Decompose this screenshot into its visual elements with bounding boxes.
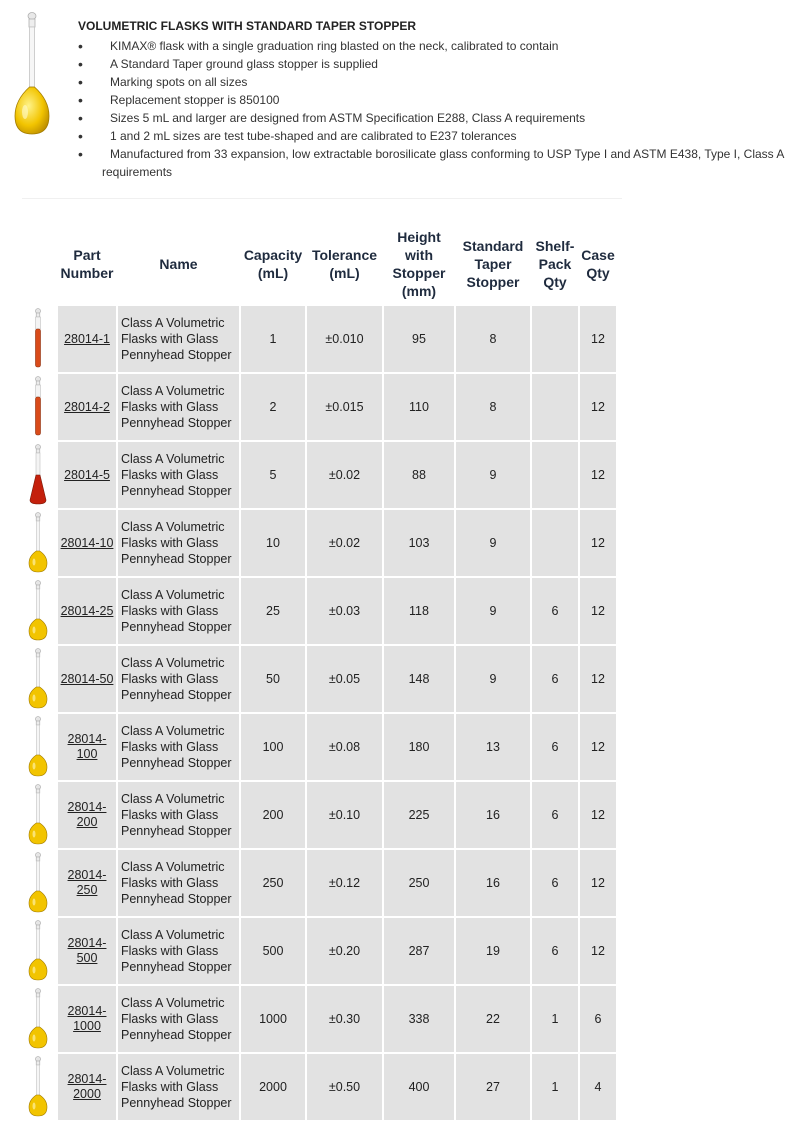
shelf-pack-cell <box>532 442 578 508</box>
case-qty-cell: 12 <box>580 714 616 780</box>
product-name-cell: Class A Volumetric Flasks with Glass Pennyhead Stopper <box>118 850 239 916</box>
stopper-cell: 9 <box>456 510 530 576</box>
product-image-cell <box>19 306 56 372</box>
stopper-cell: 19 <box>456 918 530 984</box>
feature-item: • 1 and 2 mL sizes are test tube-shaped and are calibrated to E237 tolerances <box>78 128 517 144</box>
part-number-cell <box>58 714 116 780</box>
case-qty-cell: 12 <box>580 918 616 984</box>
stopper-cell: 16 <box>456 850 530 916</box>
part-number-cell <box>58 850 116 916</box>
stopper-cell: 16 <box>456 782 530 848</box>
height-cell: 338 <box>384 986 454 1052</box>
part-number-link[interactable]: 28014-5 <box>64 467 110 482</box>
table-row <box>19 918 616 984</box>
capacity-cell: 200 <box>241 782 305 848</box>
table-row <box>19 442 616 508</box>
tolerance-cell: ±0.03 <box>307 578 382 644</box>
case-qty-cell: 12 <box>580 442 616 508</box>
product-name-cell: Class A Volumetric Flasks with Glass Pennyhead Stopper <box>118 374 239 440</box>
product-name-cell: Class A Volumetric Flasks with Glass Pennyhead Stopper <box>118 1054 239 1120</box>
table-row <box>19 986 616 1052</box>
case-qty-cell: 12 <box>580 782 616 848</box>
col-capacity: Capacity (mL) <box>241 228 305 304</box>
stopper-cell: 9 <box>456 442 530 508</box>
stopper-cell: 9 <box>456 646 530 712</box>
product-name-cell: Class A Volumetric Flasks with Glass Pennyhead Stopper <box>118 918 239 984</box>
tolerance-cell: ±0.05 <box>307 646 382 712</box>
bullet-symbol: • <box>78 110 83 126</box>
flask-thumbnail-icon <box>24 988 52 1050</box>
table-row <box>19 714 616 780</box>
capacity-cell: 1 <box>241 306 305 372</box>
capacity-cell: 2 <box>241 374 305 440</box>
flask-thumbnail-icon <box>24 784 52 846</box>
shelf-pack-cell: 6 <box>532 714 578 780</box>
height-cell: 110 <box>384 374 454 440</box>
part-number-link[interactable]: 28014-1000 <box>67 1004 107 1033</box>
case-qty-cell: 12 <box>580 578 616 644</box>
height-cell: 250 <box>384 850 454 916</box>
part-number-link[interactable]: 28014-100 <box>67 732 107 761</box>
product-table <box>17 226 618 1122</box>
case-qty-cell: 12 <box>580 850 616 916</box>
product-image-cell <box>19 578 56 644</box>
tolerance-cell: ±0.02 <box>307 442 382 508</box>
shelf-pack-cell: 6 <box>532 782 578 848</box>
part-number-cell <box>58 578 116 644</box>
shelf-pack-cell <box>532 374 578 440</box>
case-qty-cell: 12 <box>580 646 616 712</box>
part-number-link[interactable]: 28014-25 <box>60 603 114 618</box>
capacity-cell: 50 <box>241 646 305 712</box>
volumetric-flask-icon <box>12 12 52 136</box>
tolerance-cell: ±0.08 <box>307 714 382 780</box>
product-name-cell: Class A Volumetric Flasks with Glass Pennyhead Stopper <box>118 986 239 1052</box>
shelf-pack-cell: 6 <box>532 918 578 984</box>
height-cell: 287 <box>384 918 454 984</box>
product-image-cell <box>19 646 56 712</box>
flask-thumbnail-icon <box>24 852 52 914</box>
shelf-pack-cell <box>532 510 578 576</box>
flask-thumbnail-icon <box>24 444 52 506</box>
feature-item: • Replacement stopper is 850100 <box>78 92 280 108</box>
part-number-link[interactable]: 28014-2000 <box>67 1072 107 1101</box>
capacity-cell: 5 <box>241 442 305 508</box>
stopper-cell: 8 <box>456 306 530 372</box>
col-stopper: Standard Taper Stopper <box>456 228 530 304</box>
capacity-cell: 10 <box>241 510 305 576</box>
product-name-cell: Class A Volumetric Flasks with Glass Pennyhead Stopper <box>118 510 239 576</box>
product-image-cell <box>19 986 56 1052</box>
col-shelf-pack: Shelf-Pack Qty <box>532 228 578 304</box>
shelf-pack-cell: 6 <box>532 578 578 644</box>
product-image-cell <box>19 374 56 440</box>
height-cell: 95 <box>384 306 454 372</box>
product-name-cell: Class A Volumetric Flasks with Glass Pennyhead Stopper <box>118 714 239 780</box>
flask-thumbnail-icon <box>24 308 52 370</box>
product-name-cell: Class A Volumetric Flasks with Glass Pennyhead Stopper <box>118 306 239 372</box>
bullet-symbol: • <box>78 74 83 90</box>
tolerance-cell: ±0.02 <box>307 510 382 576</box>
bullet-symbol: • <box>78 56 83 72</box>
product-name-cell: Class A Volumetric Flasks with Glass Pennyhead Stopper <box>118 578 239 644</box>
feature-item: • Marking spots on all sizes <box>78 74 248 90</box>
bullet-symbol: • <box>78 146 83 162</box>
part-number-cell <box>58 510 116 576</box>
part-number-cell <box>58 442 116 508</box>
table-row <box>19 306 616 372</box>
bullet-symbol: • <box>78 128 83 144</box>
height-cell: 400 <box>384 1054 454 1120</box>
product-image-cell <box>19 918 56 984</box>
flask-thumbnail-icon <box>24 920 52 982</box>
table-row <box>19 646 616 712</box>
table-row <box>19 374 616 440</box>
table-row <box>19 782 616 848</box>
part-number-link[interactable]: 28014-1 <box>64 331 110 346</box>
feature-item: • A Standard Taper ground glass stopper is supplied <box>78 56 378 72</box>
product-name-cell: Class A Volumetric Flasks with Glass Pennyhead Stopper <box>118 782 239 848</box>
col-height: Height with Stopper (mm) <box>384 228 454 304</box>
feature-item: • Manufactured from 33 expansion, low extractable borosilicate glass conforming to USP Type I and ASTM E438, Type I, Class A requirements <box>78 146 784 179</box>
flask-thumbnail-icon <box>24 1056 52 1118</box>
capacity-cell: 25 <box>241 578 305 644</box>
height-cell: 180 <box>384 714 454 780</box>
product-name-cell: Class A Volumetric Flasks with Glass Pennyhead Stopper <box>118 646 239 712</box>
flask-thumbnail-icon <box>24 648 52 710</box>
section-divider <box>22 198 622 199</box>
capacity-cell: 2000 <box>241 1054 305 1120</box>
height-cell: 225 <box>384 782 454 848</box>
stopper-cell: 9 <box>456 578 530 644</box>
case-qty-cell: 12 <box>580 306 616 372</box>
capacity-cell: 100 <box>241 714 305 780</box>
part-number-cell <box>58 782 116 848</box>
col-part-number: Part Number <box>58 228 116 304</box>
case-qty-cell: 12 <box>580 510 616 576</box>
product-intro <box>78 19 803 181</box>
part-number-cell <box>58 1054 116 1120</box>
product-image-cell <box>19 442 56 508</box>
stopper-cell: 13 <box>456 714 530 780</box>
case-qty-cell: 12 <box>580 374 616 440</box>
tolerance-cell: ±0.30 <box>307 986 382 1052</box>
table-row <box>19 510 616 576</box>
flask-thumbnail-icon <box>24 716 52 778</box>
page-title: VOLUMETRIC FLASKS WITH STANDARD TAPER STOPPER <box>78 19 417 33</box>
product-image-cell <box>19 510 56 576</box>
capacity-cell: 1000 <box>241 986 305 1052</box>
col-image <box>19 228 56 304</box>
stopper-cell: 8 <box>456 374 530 440</box>
tolerance-cell: ±0.50 <box>307 1054 382 1120</box>
table-header-row <box>19 228 616 304</box>
stopper-cell: 27 <box>456 1054 530 1120</box>
part-number-cell <box>58 986 116 1052</box>
tolerance-cell: ±0.10 <box>307 782 382 848</box>
stopper-cell: 22 <box>456 986 530 1052</box>
tolerance-cell: ±0.015 <box>307 374 382 440</box>
col-tolerance: Tolerance (mL) <box>307 228 382 304</box>
shelf-pack-cell: 6 <box>532 646 578 712</box>
shelf-pack-cell: 1 <box>532 1054 578 1120</box>
col-name: Name <box>118 228 239 304</box>
part-number-link[interactable]: 28014-250 <box>67 868 107 897</box>
part-number-link[interactable]: 28014-10 <box>60 535 114 550</box>
height-cell: 103 <box>384 510 454 576</box>
shelf-pack-cell <box>532 306 578 372</box>
part-number-cell <box>58 646 116 712</box>
product-name-cell: Class A Volumetric Flasks with Glass Pennyhead Stopper <box>118 442 239 508</box>
flask-thumbnail-icon <box>24 512 52 574</box>
case-qty-cell: 4 <box>580 1054 616 1120</box>
shelf-pack-cell: 1 <box>532 986 578 1052</box>
capacity-cell: 250 <box>241 850 305 916</box>
part-number-cell <box>58 306 116 372</box>
col-case-qty: Case Qty <box>580 228 616 304</box>
product-image-cell <box>19 782 56 848</box>
bullet-symbol: • <box>78 38 83 54</box>
tolerance-cell: ±0.12 <box>307 850 382 916</box>
tolerance-cell: ±0.010 <box>307 306 382 372</box>
tolerance-cell: ±0.20 <box>307 918 382 984</box>
feature-list <box>78 37 803 181</box>
flask-thumbnail-icon <box>24 580 52 642</box>
height-cell: 118 <box>384 578 454 644</box>
product-image-cell <box>19 850 56 916</box>
part-number-cell <box>58 918 116 984</box>
part-number-link[interactable]: 28014-50 <box>60 671 114 686</box>
bullet-symbol: • <box>78 92 83 108</box>
feature-item: • KIMAX® flask with a single graduation ring blasted on the neck, calibrated to contain <box>78 38 559 54</box>
product-image-cell <box>19 1054 56 1120</box>
product-image-cell <box>19 714 56 780</box>
height-cell: 148 <box>384 646 454 712</box>
table-row <box>19 1054 616 1120</box>
feature-item: • Sizes 5 mL and larger are designed from ASTM Specification E288, Class A requirements <box>78 110 586 126</box>
part-number-cell <box>58 374 116 440</box>
capacity-cell: 500 <box>241 918 305 984</box>
table-row <box>19 850 616 916</box>
flask-thumbnail-icon <box>24 376 52 438</box>
part-number-link[interactable]: 28014-200 <box>67 800 107 829</box>
part-number-link[interactable]: 28014-500 <box>67 936 107 965</box>
shelf-pack-cell: 6 <box>532 850 578 916</box>
part-number-link[interactable]: 28014-2 <box>64 399 110 414</box>
height-cell: 88 <box>384 442 454 508</box>
table-row <box>19 578 616 644</box>
case-qty-cell: 6 <box>580 986 616 1052</box>
